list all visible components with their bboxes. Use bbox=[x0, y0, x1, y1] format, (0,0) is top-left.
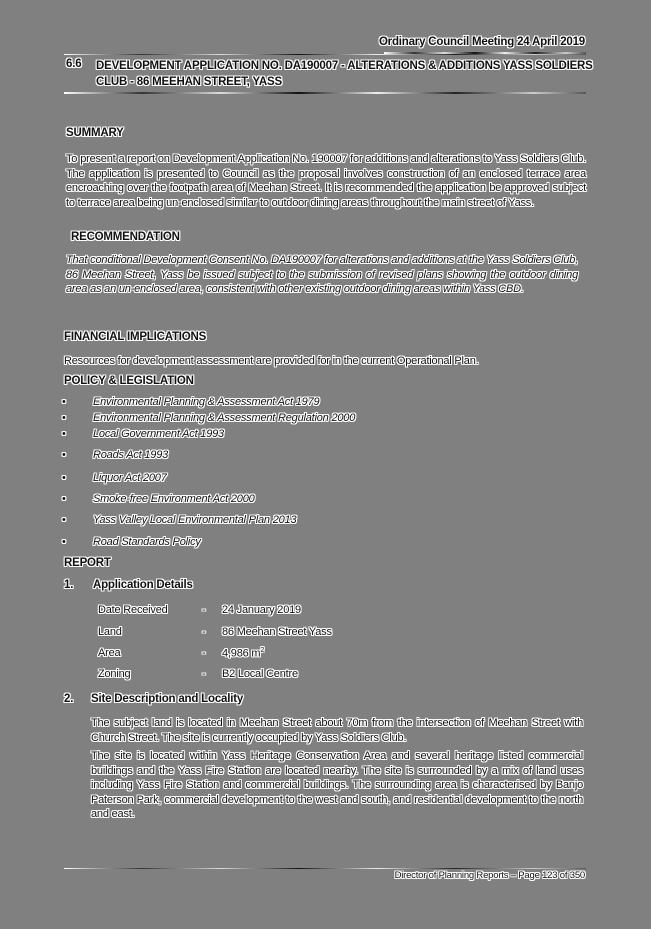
summary-text: To present a report on Development Application No. 190007 for additions and alterations to Yass Soldiers Club. The application is presented to Council as the proposal involves construction of an enclosed terrace area encroaching over the footpath area of Meehan Street. It is recommended the application be approved subject to terrace area being un-enclosed similar to outdoor dining areas throughout the main street of Yass. bbox=[66, 153, 586, 209]
page-title: DEVELOPMENT APPLICATION NO. DA190007 - ALTERATIONS & ADDITIONS YASS SOLDIERS CLUB - 86 MEEHAN STREET, YASS bbox=[96, 60, 593, 88]
item-number: 6.6 bbox=[66, 58, 82, 70]
title-top-rule bbox=[64, 54, 586, 55]
policy-heading: POLICY & LEGISLATION bbox=[64, 375, 194, 387]
bullet-icon: • bbox=[62, 514, 66, 526]
bullet-icon: • bbox=[62, 412, 66, 424]
bullet-icon: • bbox=[62, 396, 66, 408]
meeting-header: Ordinary Council Meeting 24 April 2019 bbox=[378, 36, 585, 48]
page-footer: Director of Planning Reports – Page 123 of 350 bbox=[394, 870, 585, 881]
bullet-icon: • bbox=[62, 428, 66, 440]
bullet-icon: • bbox=[62, 536, 66, 548]
bullet-icon: • bbox=[62, 472, 66, 484]
recommendation-heading: RECOMMENDATION bbox=[71, 231, 180, 243]
section-1-heading: Application Details bbox=[93, 579, 193, 591]
section-1-number: 1. bbox=[64, 579, 74, 591]
section-2-number: 2. bbox=[64, 693, 74, 705]
financial-heading: FINANCIAL IMPLICATIONS bbox=[64, 331, 207, 343]
section-2-paragraph-2: The site is located within Yass Heritage Conservation Area and several heritage listed commercial buildings and the Yass Fire Station are located nearby. The site is surrounded by a mix of land uses including Yass Fire Station and commercial buildings. The surrounding area is characterised by Banjo Paterson Park, commercial development to the west and south, and residential development to the north and east. bbox=[91, 750, 583, 820]
title-bottom-rule bbox=[64, 92, 586, 94]
footer-rule bbox=[64, 868, 586, 869]
recommendation-text: That conditional Development Consent No. DA190007 for alterations and additions at the Yass Soldiers Club, 86 Meehan Street, Yass be issued subject to the submission of revised plans showing the outdoor dining area as an un-enclosed area, consistent with other existing outdoor dining areas within Yass CBD. bbox=[66, 254, 578, 295]
section-2-paragraph-1: The subject land is located in Meehan Street about 70m from the intersection of Meehan Street with Church Street. The site is currently occupied by Yass Soldiers Club. bbox=[91, 717, 583, 744]
financial-text: Resources for development assessment are provided for in the current Operational Plan. bbox=[64, 355, 479, 367]
bullet-icon: • bbox=[62, 493, 66, 505]
section-2-heading: Site Description and Locality bbox=[91, 693, 244, 705]
summary-heading: SUMMARY bbox=[66, 127, 124, 139]
report-heading: REPORT bbox=[64, 557, 111, 569]
bullet-icon: • bbox=[62, 449, 66, 461]
